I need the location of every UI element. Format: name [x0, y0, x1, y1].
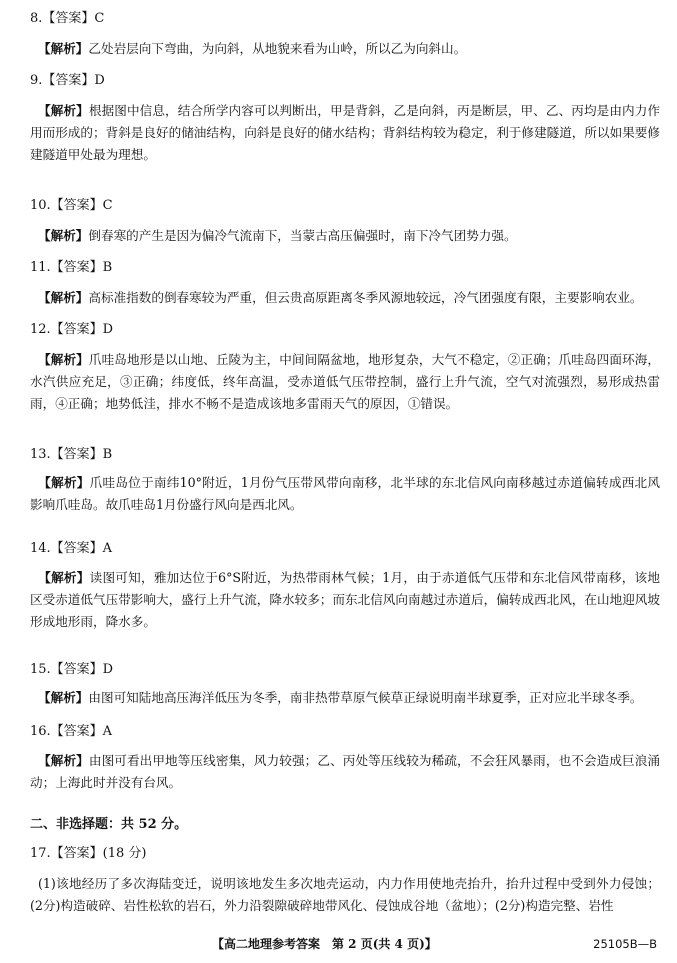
answer-q8: 8.【答案】C	[30, 11, 105, 26]
explanation-text: 爪哇岛地形是以山地、丘陵为主，中间间隔盆地，地形复杂，大气不稳定，②正确；爪哇岛四面环海，水汽供应充足，③正确；纬度低，终年高温，受赤道低气压带控制，盛行上升气流，空气对流强烈，易形成热雷雨，④正确；地势低洼，排水不畅不是造成该地多雷雨天气的原因，①错误。	[30, 352, 661, 411]
explanation-text: 由图可知陆地高压海洋低压为冬季，南非热带草原气候草正绿说明南半球夏季，正对应北半球冬季。	[88, 690, 643, 705]
q17-text: (1)该地经历了多次海陆变迁，说明该地发生多次地壳运动，内力作用使地壳抬升，抬升过程中受到外力侵蚀；(2分)构造破碎、岩性松软的岩石，外力沿裂隙破碎地带风化、侵蚀成谷地（盆地）；(2分)构造完整、岩性	[30, 876, 660, 913]
explanation-text: 读图可知，雅加达位于6°S附近，为热带雨林气候；1月，由于赤道低气压带和东北信风带南移，该地区受赤道低气压带影响大，盛行上升气流，降水较多；而东北信风向南越过赤道后，偏转成西北风，在山地迎风坡形成地形雨，降水多。	[30, 570, 660, 629]
explanation-tag: 【解析】	[38, 352, 89, 367]
explanation-q14	[30, 567, 660, 633]
explanation-tag: 【解析】	[38, 570, 90, 585]
explanation-tag: 【解析】	[38, 103, 89, 118]
explanation-q17	[30, 873, 660, 917]
explanation-q9	[30, 100, 660, 166]
answer-q13: 13.【答案】B	[30, 447, 113, 462]
answer-q9: 9.【答案】D	[30, 73, 105, 88]
explanation-tag: 【解析】	[38, 41, 89, 56]
explanation-q15	[30, 687, 660, 709]
explanation-tag: 【解析】	[38, 475, 90, 490]
answer-q12: 12.【答案】D	[30, 322, 114, 337]
explanation-q10	[30, 225, 660, 247]
explanation-text: 倒春寒的产生是因为偏冷气流南下，当蒙古高压偏强时，南下冷气团势力强。	[88, 228, 517, 243]
explanation-text: 高标准指数的倒春寒较为严重，但云贵高原距离冬季风源地较远，冷气团强度有限，主要影响农业。	[88, 290, 643, 305]
explanation-q8	[30, 38, 660, 60]
explanation-q11	[30, 287, 660, 309]
answer-q17: 17.【答案】(18 分)	[30, 846, 147, 861]
answer-q14: 14.【答案】A	[30, 541, 113, 556]
explanation-text: 由图可看出甲地等压线密集，风力较强；乙、丙处等压线较为稀疏，不会狂风暴雨，也不会造成巨浪涌动；上海此时并没有台风。	[30, 753, 661, 790]
explanation-q13	[30, 472, 660, 516]
footer-page-info: 【高二地理参考答案 第 2 页(共 4 页)】	[212, 937, 437, 951]
answer-q10: 10.【答案】C	[30, 198, 113, 213]
section-title: 二、非选择题：共 52 分。	[30, 817, 188, 832]
explanation-tag: 【解析】	[38, 690, 89, 705]
explanation-text: 爪哇岛位于南纬10°附近，1月份气压带风带向南移，北半球的东北信风向南移越过赤道偏转成西北风影响爪哇岛。故爪哇岛1月份盛行风向是西北风。	[30, 475, 661, 512]
explanation-q12	[30, 349, 660, 415]
explanation-text: 根据图中信息，结合所学内容可以判断出，甲是背斜，乙是向斜，丙是断层，甲、乙、丙均是由内力作用而形成的；背斜是良好的储油结构，向斜是良好的储水结构；背斜结构较为稳定，利于修建隧道，所以如果要修建隧道甲处最为理想。	[30, 103, 661, 162]
explanation-text: 乙处岩层向下弯曲，为向斜，从地貌来看为山岭，所以乙为向斜山。	[88, 41, 467, 56]
footer-code: 25105B—B	[593, 937, 657, 951]
explanation-tag: 【解析】	[38, 290, 89, 305]
explanation-tag: 【解析】	[38, 753, 89, 768]
explanation-tag: 【解析】	[38, 228, 89, 243]
answer-q11: 11.【答案】B	[30, 260, 113, 275]
answer-q16: 16.【答案】A	[30, 724, 113, 739]
answer-q15: 15.【答案】D	[30, 662, 114, 677]
explanation-q16	[30, 750, 660, 794]
